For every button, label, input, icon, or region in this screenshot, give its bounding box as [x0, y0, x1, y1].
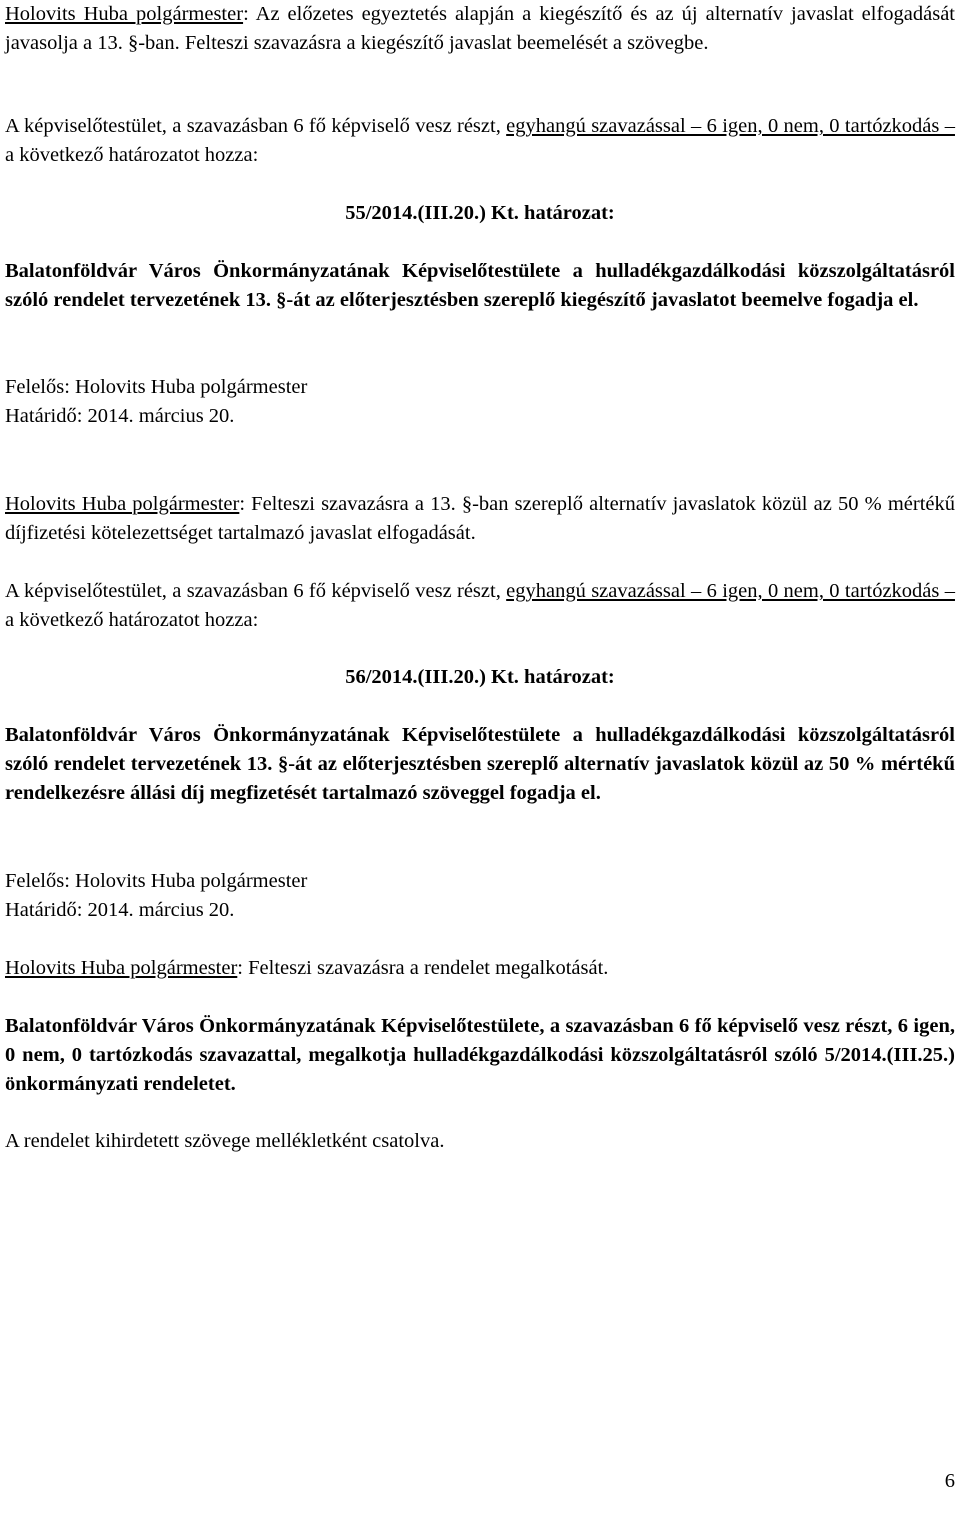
resolution-2-title: 56/2014.(III.20.) Kt. határozat:	[345, 666, 615, 688]
decree-vote-request: Holovits Huba polgármester: Felteszi szavazásra a rendelet megalkotását.	[5, 957, 609, 979]
speaker-name: Holovits Huba polgármester	[5, 493, 240, 515]
intro-paragraph: Holovits Huba polgármester: Az előzetes egyeztetés alapján a kiegészítő és az új alternatív javaslat elfogadását javasolja a 13. §-ban. Felteszi szavazásra a kiegészítő javaslat beemelését a szövegbe.	[5, 3, 955, 54]
responsible-1: Felelős: Holovits Huba polgármester	[5, 376, 308, 398]
deadline-2: Határidő: 2014. március 20.	[5, 899, 235, 921]
resolution-1-body: Balatonföldvár Város Önkormányzatának Képviselőtestülete a hulladékgazdálkodási közszolgáltatásról szóló rendelet tervezetének 13. §-át az előterjesztésben szereplő kiegészítő javaslatot beemelve fogadja el.	[5, 260, 955, 311]
vote-statement-2: A képviselőtestület, a szavazásban 6 fő képviselő vesz részt, egyhangú szavazással – 6 igen, 0 nem, 0 tartózkodás – a következő határozatot hozza:	[5, 580, 955, 631]
vote-request-paragraph: Holovits Huba polgármester: Felteszi szavazásra a 13. §-ban szereplő alternatív javaslatok közül az 50 % mértékű díjfizetési kötelezettséget tartalmazó javaslat elfogadását.	[5, 493, 955, 544]
speaker-name: Holovits Huba polgármester	[5, 957, 238, 979]
speaker-name: Holovits Huba polgármester	[5, 3, 244, 25]
resolution-1-title: 55/2014.(III.20.) Kt. határozat:	[345, 202, 615, 224]
annex-note: A rendelet kihirdetett szövege mellékletként csatolva.	[5, 1130, 445, 1152]
vote-statement-1: A képviselőtestület, a szavazásban 6 fő képviselő vesz részt, egyhangú szavazással – 6 igen, 0 nem, 0 tartózkodás – a következő határozatot hozza:	[5, 115, 955, 166]
decree-statement: Balatonföldvár Város Önkormányzatának Képviselőtestülete, a szavazásban 6 fő képviselő vesz részt, 6 igen, 0 nem, 0 tartózkodás szavazattal, megalkotja hulladékgazdálkodási közszolgáltatásról szóló 5/2014.(III.25.) önkormányzati rendeletet.	[5, 1015, 955, 1095]
page-number: 6	[944, 1470, 955, 1492]
responsible-2: Felelős: Holovits Huba polgármester	[5, 870, 308, 892]
deadline-1: Határidő: 2014. március 20.	[5, 405, 235, 427]
resolution-2-body: Balatonföldvár Város Önkormányzatának Képviselőtestülete a hulladékgazdálkodási közszolgáltatásról szóló rendelet tervezetének 13. §-át az előterjesztésben szereplő alternatív javaslatok közül az 50 % mértékű rendelkezésre állási díj megfizetését tartalmazó szöveggel fogadja el.	[5, 724, 955, 804]
